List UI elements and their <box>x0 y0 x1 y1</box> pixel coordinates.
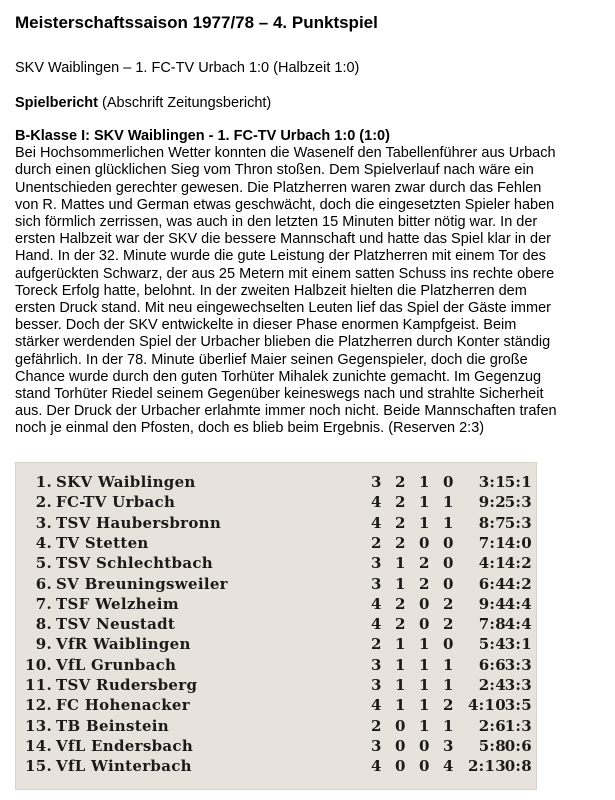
draw-cell: 0 <box>419 615 430 634</box>
draw-cell: 1 <box>419 473 430 491</box>
draw-cell: 1 <box>419 493 430 512</box>
games-cell: 4 <box>371 696 382 715</box>
goals-cell: 9:2 <box>478 493 506 512</box>
match-result: SKV Waiblingen – 1. FC-TV Urbach 1:0 (Halbzeit 1:0) <box>15 60 360 76</box>
article-headline: B-Klasse I: SKV Waiblingen - 1. FC-TV Urbach 1:0 (1:0) <box>15 128 390 144</box>
points-cell: 4:4 <box>504 594 532 613</box>
rank-cell: 5. <box>35 554 52 573</box>
goals-cell: 6:4 <box>478 574 506 593</box>
article-line: Unentschieden gerechter gewesen. Die Platzherren waren zwar durch das Fehlen <box>15 179 542 196</box>
draw-cell: 1 <box>419 513 430 532</box>
points-cell: 4:2 <box>504 554 532 573</box>
goals-cell: 9:4 <box>478 594 506 613</box>
games-cell: 4 <box>371 493 382 512</box>
lost-cell: 0 <box>443 635 454 654</box>
draw-cell: 1 <box>419 716 430 735</box>
lost-cell: 2 <box>443 594 454 613</box>
standings-row <box>16 635 537 657</box>
article-line: von R. Mattes und German etwas geschwächt, doch die eingesetzten Spieler haben <box>15 196 555 213</box>
lost-cell: 1 <box>443 493 454 512</box>
draw-cell: 2 <box>419 554 430 573</box>
team-name: TSV Neustadt <box>56 615 176 634</box>
won-cell: 1 <box>395 554 406 573</box>
points-cell: 1:3 <box>504 716 532 735</box>
won-cell: 1 <box>395 635 406 654</box>
points-cell: 5:3 <box>504 513 532 532</box>
article-line: aufgerückten Schwarz, der aus 25 Metern mit einem satten Schuss ins rechte obere <box>15 265 555 282</box>
lost-cell: 2 <box>443 615 454 634</box>
lost-cell: 4 <box>443 757 454 776</box>
rank-cell: 9. <box>35 635 52 654</box>
won-cell: 0 <box>395 757 406 776</box>
standings-table-clipping <box>15 462 537 790</box>
team-name: VfL Endersbach <box>56 736 194 755</box>
goals-cell: 3:1 <box>478 473 506 491</box>
points-cell: 3:3 <box>504 655 532 674</box>
article-line: aus. Der Druck der Urbacher erlahmte immer noch nicht. Beide Mannschaften trafen <box>15 403 557 420</box>
lost-cell: 1 <box>443 513 454 532</box>
points-cell: 5:3 <box>504 493 532 512</box>
lost-cell: 0 <box>443 473 454 491</box>
points-cell: 3:3 <box>504 676 532 694</box>
rank-cell: 3. <box>35 513 52 532</box>
won-cell: 2 <box>395 493 406 512</box>
draw-cell: 0 <box>419 736 430 755</box>
lost-cell: 1 <box>443 716 454 735</box>
article-line: Hand. In der 32. Minute wurde die gute Leistung der Platzherren mit einem Tor des <box>15 248 546 265</box>
games-cell: 2 <box>371 716 382 735</box>
rank-cell: 13. <box>25 716 52 735</box>
article <box>15 128 615 438</box>
article-line: gefährlich. In der 78. Minute überlief Maier seinen Gegenspieler, doch die große <box>15 351 528 368</box>
games-cell: 3 <box>371 655 382 674</box>
team-name: VfR Waiblingen <box>56 635 191 654</box>
goals-cell: 5:8 <box>478 736 506 755</box>
article-line: besser. Doch der SKV entwickelte in dieser Phase enormen Kampfgeist. Beim <box>15 317 517 334</box>
games-cell: 4 <box>371 757 382 776</box>
games-cell: 3 <box>371 473 382 491</box>
games-cell: 4 <box>371 513 382 532</box>
draw-cell: 0 <box>419 533 430 552</box>
lost-cell: 3 <box>443 736 454 755</box>
standings-row <box>16 656 537 678</box>
team-name: VfL Grunbach <box>56 655 177 674</box>
draw-cell: 1 <box>419 655 430 674</box>
lost-cell: 0 <box>443 574 454 593</box>
team-name: TSV Haubersbronn <box>56 513 222 532</box>
goals-cell: 8:7 <box>478 513 506 532</box>
won-cell: 0 <box>395 716 406 735</box>
points-cell: 4:0 <box>504 533 532 552</box>
goals-cell: 2:4 <box>478 676 506 694</box>
team-name: TV Stetten <box>56 533 149 552</box>
article-line: Chance wurde durch den guten Torhüter Mihalek zunichte gemacht. Im Gegenzug <box>15 368 542 385</box>
rank-cell: 8. <box>35 615 52 634</box>
lost-cell: 2 <box>443 696 454 715</box>
won-cell: 1 <box>395 574 406 593</box>
article-line: ersten Halbzeit war der SKV die bessere Mannschaft und hatte das Spiel klar in der <box>15 231 551 248</box>
lost-cell: 0 <box>443 533 454 552</box>
team-name: SKV Waiblingen <box>56 473 196 491</box>
points-cell: 5:1 <box>504 473 532 491</box>
standings-row <box>16 514 537 536</box>
team-name: FC Hohenacker <box>56 696 190 715</box>
rank-cell: 4. <box>35 533 52 552</box>
won-cell: 2 <box>395 594 406 613</box>
won-cell: 2 <box>395 513 406 532</box>
won-cell: 2 <box>395 473 406 491</box>
article-line: stärker werdenden Spiel der Urbacher blieben die Platzherren durch Konter ständig <box>15 334 551 351</box>
lost-cell: 0 <box>443 554 454 573</box>
points-cell: 0:6 <box>504 736 532 755</box>
rank-cell: 7. <box>35 594 52 613</box>
games-cell: 3 <box>371 554 382 573</box>
article-line: stand Torhüter Riedel seinem Gegenüber keineswegs nach und strahlte Sicherheit <box>15 386 544 403</box>
goals-cell: 4:10 <box>467 696 506 715</box>
goals-cell: 2:6 <box>478 716 506 735</box>
team-name: TSV Rudersberg <box>56 676 198 694</box>
rank-cell: 6. <box>35 574 52 593</box>
rank-cell: 15. <box>25 757 52 776</box>
rank-cell: 12. <box>25 696 52 715</box>
goals-cell: 7:8 <box>478 615 506 634</box>
points-cell: 4:2 <box>504 574 532 593</box>
article-line: sich förmlich zerrissen, was auch in den letzten 15 Minuten bitter nötig war. In der <box>15 214 538 231</box>
games-cell: 4 <box>371 615 382 634</box>
draw-cell: 1 <box>419 676 430 694</box>
standings-row <box>16 717 537 739</box>
won-cell: 1 <box>395 696 406 715</box>
games-cell: 3 <box>371 676 382 694</box>
standings-row <box>16 493 537 515</box>
team-name: TSF Welzheim <box>56 594 179 613</box>
article-line: ersten Druck stand. Mit neu eingewechselten Leuten lief das Spiel der Gäste immer <box>15 300 551 317</box>
rank-cell: 2. <box>35 493 52 512</box>
page-title: Meisterschaftssaison 1977/78 – 4. Punktspiel <box>15 13 378 32</box>
points-cell: 0:8 <box>504 757 532 776</box>
article-line: Bei Hochsommerlichen Wetter konnten die Wasenelf den Tabellenführer aus Urbach <box>15 145 556 162</box>
goals-cell: 2:13 <box>467 757 506 776</box>
games-cell: 3 <box>371 574 382 593</box>
won-cell: 0 <box>395 736 406 755</box>
standings-row <box>16 676 537 698</box>
games-cell: 3 <box>371 736 382 755</box>
standings-row <box>16 473 537 495</box>
report-note: (Abschrift Zeitungsbericht) <box>98 95 272 111</box>
won-cell: 2 <box>395 615 406 634</box>
points-cell: 3:5 <box>504 696 532 715</box>
won-cell: 1 <box>395 655 406 674</box>
standings-row <box>16 615 537 637</box>
standings-row <box>16 554 537 576</box>
goals-cell: 6:6 <box>478 655 506 674</box>
games-cell: 2 <box>371 635 382 654</box>
team-name: TB Beinstein <box>56 716 170 735</box>
team-name: TSV Schlechtbach <box>56 554 213 573</box>
lost-cell: 1 <box>443 676 454 694</box>
rank-cell: 11. <box>25 676 52 694</box>
rank-cell: 14. <box>25 736 52 755</box>
draw-cell: 1 <box>419 635 430 654</box>
standings-row <box>16 575 537 597</box>
points-cell: 4:4 <box>504 615 532 634</box>
report-heading <box>15 95 271 111</box>
report-label: Spielbericht <box>15 95 98 111</box>
goals-cell: 4:1 <box>478 554 506 573</box>
games-cell: 4 <box>371 594 382 613</box>
team-name: VfL Winterbach <box>56 757 192 776</box>
draw-cell: 2 <box>419 574 430 593</box>
goals-cell: 7:1 <box>478 533 506 552</box>
standings-row <box>16 696 537 718</box>
rank-cell: 1. <box>35 473 52 491</box>
rank-cell: 10. <box>25 655 52 674</box>
points-cell: 3:1 <box>504 635 532 654</box>
draw-cell: 0 <box>419 757 430 776</box>
goals-cell: 5:4 <box>478 635 506 654</box>
draw-cell: 0 <box>419 594 430 613</box>
won-cell: 1 <box>395 676 406 694</box>
lost-cell: 1 <box>443 655 454 674</box>
team-name: SV Breuningsweiler <box>56 574 228 593</box>
games-cell: 2 <box>371 533 382 552</box>
article-line: noch je einmal den Pfosten, doch es blieb beim Ergebnis. (Reserven 2:3) <box>15 420 485 437</box>
standings-row <box>16 737 537 759</box>
standings-row <box>16 534 537 556</box>
standings-row <box>16 757 537 779</box>
won-cell: 2 <box>395 533 406 552</box>
team-name: FC-TV Urbach <box>56 493 176 512</box>
article-line: durch einen glücklichen Sieg vom Thron stoßen. Dem Spielverlauf nach wäre ein <box>15 162 534 179</box>
draw-cell: 1 <box>419 696 430 715</box>
article-line: Toreck Erfolg hatte, belohnt. In der zweiten Halbzeit hielten die Platzherren dem <box>15 282 527 299</box>
standings-row <box>16 595 537 617</box>
